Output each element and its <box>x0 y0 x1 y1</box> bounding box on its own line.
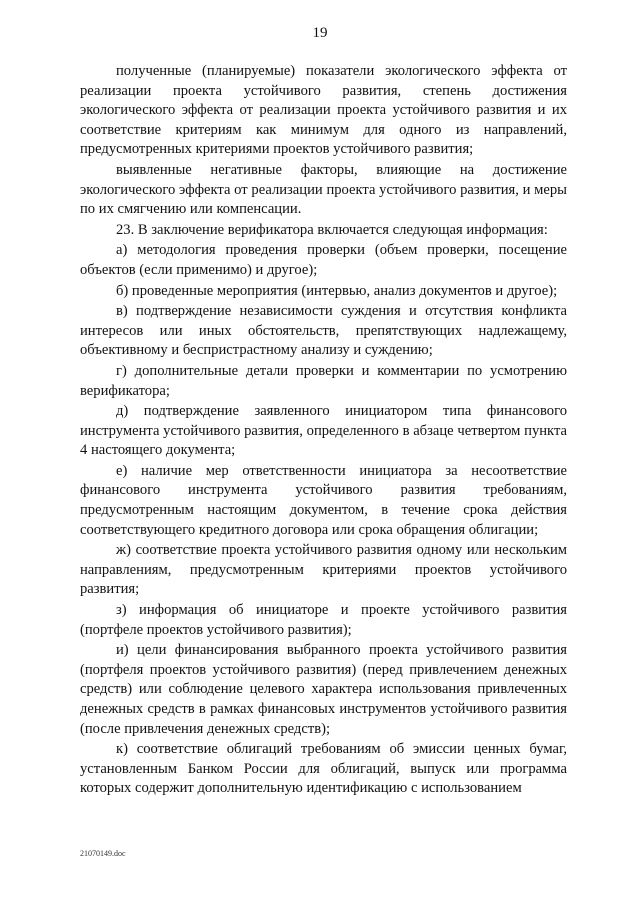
list-item-a: а) методология проведения проверки (объем проверки, посещение объектов (если применимо) и другое); <box>80 242 567 278</box>
list-item-i: и) цели финансирования выбранного проекта устойчивого развития (портфеля проектов устойчивого развития) (перед привлечением денежных средств) или соблюдение целевого характера использования привлеченных денежных средств в рамках финансовых инструментов устойчивого развития (после привлечения денежных средств); <box>80 642 567 737</box>
list-item-k: к) соответствие облигаций требованиям об эмиссии ценных бумаг, установленным Банком России для облигаций, выпуск или программа которых содержит дополнительную идентификацию с использованием <box>80 741 567 797</box>
list-item-e: е) наличие мер ответственности инициатора за несоответствие финансового инструмента устойчивого развития требованиям, предусмотренным настоящим документом, в течение срока действия соответствующего кредитного договора или срока обращения облигации; <box>80 462 567 538</box>
document-body <box>80 62 567 800</box>
paragraph-negative-factors: выявленные негативные факторы, влияющие на достижение экологического эффекта от реализации проекта устойчивого развития, и меры по их смягчению или компенсации. <box>80 161 567 218</box>
paragraph-ecological-indicators: полученные (планируемые) показатели экологического эффекта от реализации проекта устойчивого развития, степень достижения экологического эффекта от реализации проекта устойчивого развития и их соответствие критериям как минимум для одного из направлений, предусмотренных критериями проектов устойчивого развития; <box>80 63 567 158</box>
document-footer: 21070149.doc <box>80 849 126 858</box>
list-item-z: з) информация об инициаторе и проекте устойчивого развития (портфеле проектов устойчивого развития); <box>80 602 567 638</box>
page-number: 19 <box>312 25 328 41</box>
list-item-b: б) проведенные мероприятия (интервью, анализ документов и другое); <box>116 282 558 299</box>
list-item-v: в) подтверждение независимости суждения и отсутствия конфликта интересов или иных обстоятельств, препятствующих надлежащему, объективному и беспристрастному анализу и суждению; <box>80 303 567 359</box>
list-item-g: г) дополнительные детали проверки и комментарии по усмотрению верификатора; <box>80 362 567 399</box>
list-item-zh: ж) соответствие проекта устойчивого развития одному или нескольким направлениям, предусмотренным критериями проектов устойчивого развития; <box>80 542 567 598</box>
list-item-d: д) подтверждение заявленного инициатором типа финансового инструмента устойчивого развития, определенного в абзаце четвертом пункта 4 настоящего документа; <box>80 403 567 459</box>
paragraph-item-23-intro: 23. В заключение верификатора включается следующая информация: <box>116 221 548 238</box>
